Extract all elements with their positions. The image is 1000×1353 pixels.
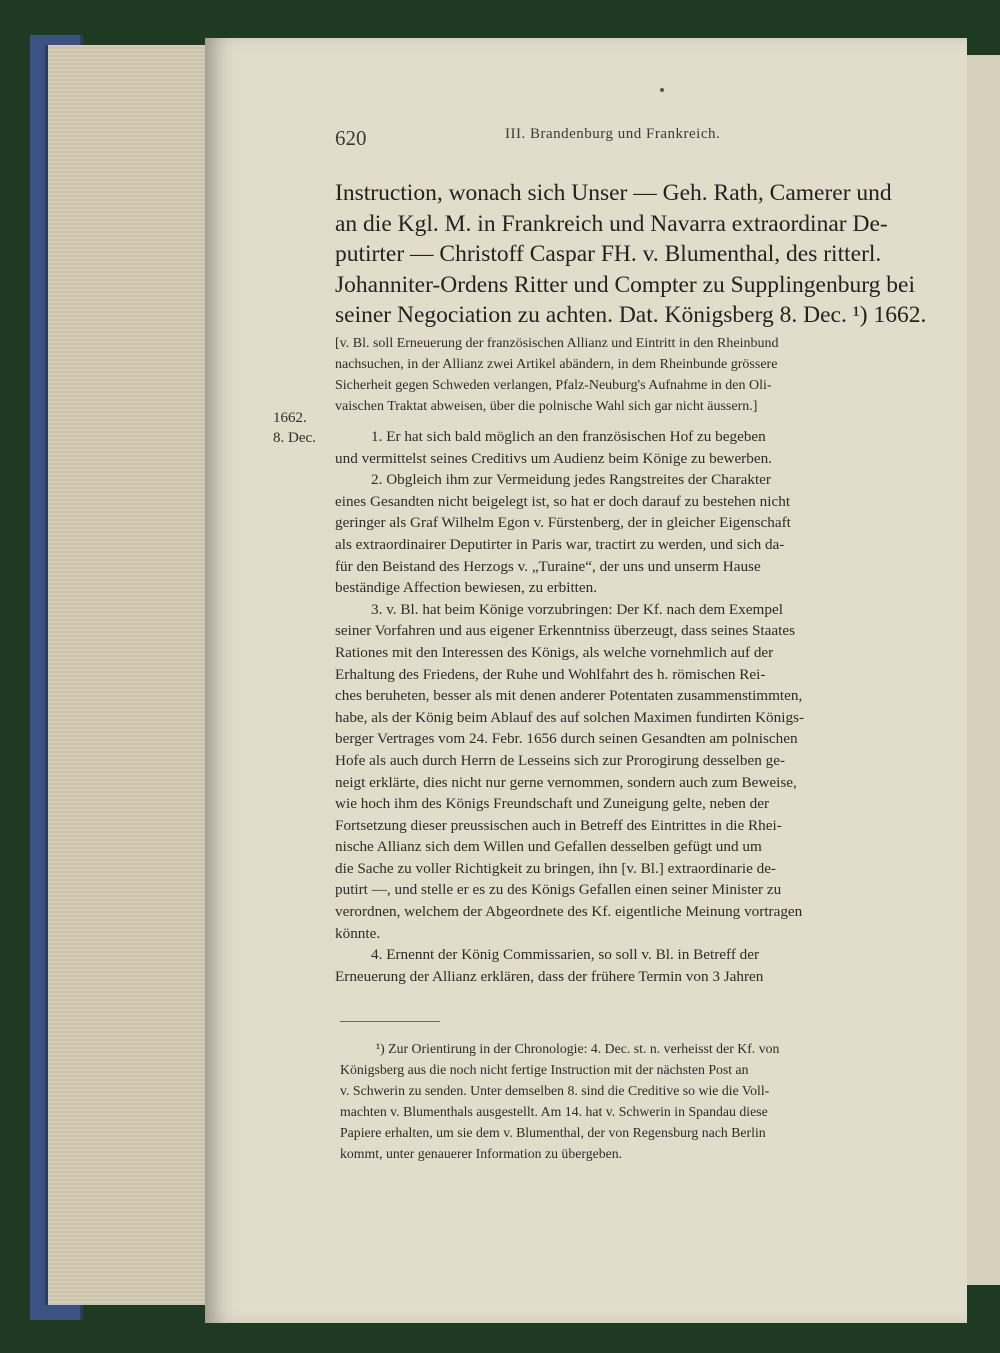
footnote (340, 1038, 960, 1164)
body-line: als extraordinairer Deputirter in Paris war, tractirt zu werden, und sich da- (335, 535, 785, 553)
body-line: 2. Obgleich ihm zur Vermeidung jedes Rangstreites der Charakter (371, 471, 771, 489)
body-line: eines Gesandten nicht beigelegt ist, so hat er doch darauf zu bestehen nicht (335, 492, 791, 510)
body-line: geringer als Graf Wilhelm Egon v. Fürstenberg, der in gleicher Eigenschaft (335, 514, 791, 532)
summary-line: nachsuchen, in der Allianz zwei Artikel abändern, in dem Rheinbunde grössere (335, 357, 778, 372)
title-line: seiner Negociation zu achten. Dat. Königsberg 8. Dec. ¹) 1662. (335, 302, 927, 328)
summary-line: Sicherheit gegen Schweden verlangen, Pfalz-Neuburg's Aufnahme in den Oli- (335, 378, 772, 393)
footnote-line: Königsberg aus die noch nicht fertige Instruction mit der nächsten Post an (340, 1062, 749, 1077)
margin-year: 1662. (273, 410, 307, 426)
body-line: wie hoch ihm des Königs Freundschaft und Zuneigung gelte, neben der (335, 795, 770, 813)
footnote-line: ¹) Zur Orientirung in der Chronologie: 4. Dec. st. n. verheisst der Kf. von (376, 1041, 780, 1056)
body-line: Erhaltung des Friedens, der Ruhe und Wohlfahrt des h. römischen Rei- (335, 665, 766, 683)
body-line: putirt —, und stelle er es zu des Königs Gefallen einen seiner Minister zu (335, 881, 782, 899)
page-edges (45, 45, 213, 1305)
body-line: nische Allianz sich dem Willen und Gefallen desselben gefügt und um (335, 838, 762, 856)
body-line: habe, als der König beim Ablauf des auf solchen Maximen fundirten Königs- (335, 708, 805, 726)
body-line: Fortsetzung dieser preussischen auch in Betreff des Eintrittes in die Rhei- (335, 816, 782, 834)
body-line: neigt erklärte, dies nicht nur gerne vernommen, sondern auch zum Beweise, (335, 773, 797, 791)
body-line: Rationes mit den Interessen des Königs, als welche vornehmlich auf der (335, 643, 774, 661)
body-line: für den Beistand des Herzogs v. „Turaine“, der uns und unserm Hause (335, 557, 761, 575)
body-line: 4. Ernennt der König Commissarien, so soll v. Bl. in Betreff der (371, 946, 760, 964)
body-line: könnte. (335, 924, 381, 942)
body-line: beständige Affection bewiesen, zu erbitten. (335, 579, 598, 597)
summary-line: [v. Bl. soll Erneuerung der französischen Allianz und Eintritt in den Rheinbund (335, 336, 779, 351)
body-text (335, 426, 955, 987)
title-line: putirter — Christoff Caspar FH. v. Blumenthal, des ritterl. (335, 241, 882, 267)
body-line: verordnen, welchem der Abgeordnete des Kf. eigentliche Meinung vortragen (335, 903, 803, 921)
footnote-divider (340, 1021, 440, 1022)
book-page (205, 38, 967, 1323)
title-line: an die Kgl. M. in Frankreich und Navarra extraordinar De- (335, 210, 888, 237)
summary-line: vaischen Traktat abweisen, über die polnische Wahl sich gar nicht äussern.] (335, 399, 758, 414)
running-head (205, 118, 967, 148)
document-title (335, 178, 955, 331)
title-line: Johanniter-Ordens Ritter und Compter zu Supplingenburg bei (335, 271, 915, 298)
body-line: seiner Vorfahren und aus eigener Erkenntniss überzeugt, dass seines Staates (335, 622, 795, 640)
footnote-line: kommt, unter genauerer Information zu übergeben. (340, 1146, 623, 1161)
margin-date-note (273, 408, 343, 448)
body-line: berger Vertrages vom 24. Febr. 1656 durch seinen Gesandten am polnischen (335, 730, 798, 748)
body-line: und vermittelst seines Creditivs um Audienz beim Könige zu bewerben. (335, 449, 772, 467)
footnote-line: machten v. Blumenthals ausgestellt. Am 14. hat v. Schwerin in Spandau diese (340, 1104, 768, 1119)
ink-dot (660, 88, 664, 92)
body-line: 1. Er hat sich bald möglich an den französischen Hof zu begeben (371, 428, 766, 445)
facing-page-edge (962, 55, 1000, 1285)
body-line: 3. v. Bl. hat beim Könige vorzubringen: Der Kf. nach dem Exempel (371, 600, 783, 618)
title-line: Instruction, wonach sich Unser — Geh. Rath, Camerer und (335, 180, 892, 206)
page-number: 620 (335, 126, 367, 150)
running-head-title: III. Brandenburg und Frankreich. (505, 126, 721, 142)
body-line: Erneuerung der Allianz erklären, dass der frühere Termin von 3 Jahren (335, 967, 764, 985)
footnote-line: Papiere erhalten, um sie dem v. Blumenthal, der von Regensburg nach Berlin (340, 1125, 766, 1140)
footnote-line: v. Schwerin zu senden. Unter demselben 8. sind die Creditive so wie die Voll- (340, 1083, 770, 1098)
summary (335, 333, 955, 417)
body-line: die Sache zu voller Richtigkeit zu bringen, ihn [v. Bl.] extraordinarie de- (335, 859, 776, 877)
margin-date: 8. Dec. (273, 430, 316, 446)
body-line: ches beruheten, besser als mit denen anderer Potentaten zusammenstimmten, (335, 687, 803, 705)
body-line: Hofe als auch durch Herrn de Lesseins sich zur Prorogirung desselben ge- (335, 751, 785, 769)
